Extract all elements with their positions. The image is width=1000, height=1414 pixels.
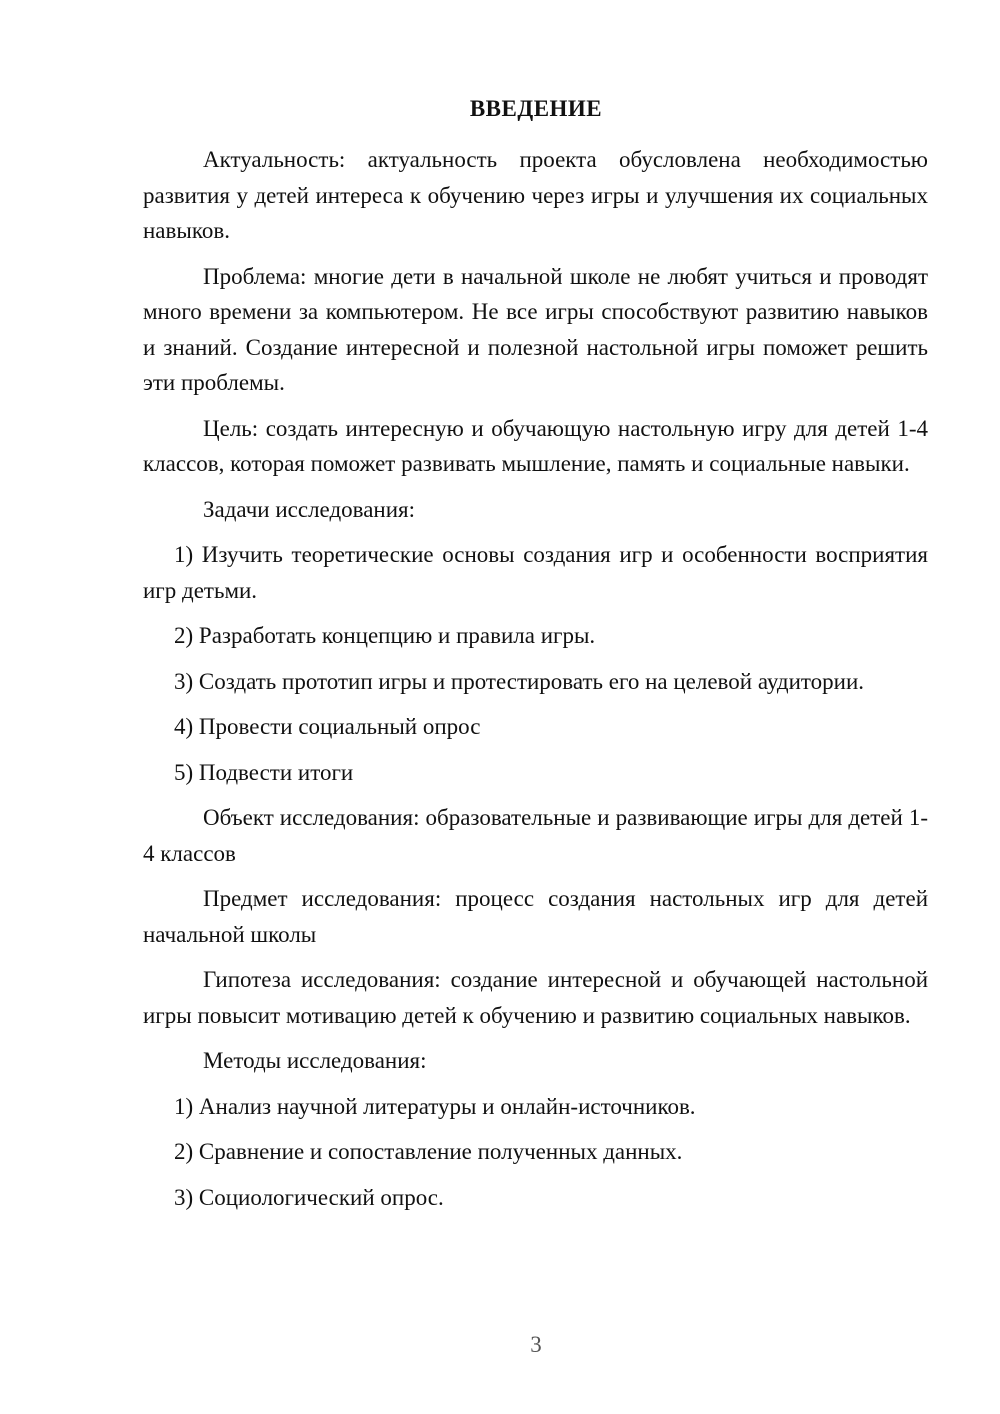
list-item-task-5: 5) Подвести итоги (174, 759, 354, 785)
list-item-task-2: 2) Разработать концепцию и правила игры. (174, 623, 596, 648)
list-item-method-3: 3) Социологический опрос. (174, 1184, 444, 1210)
paragraph-relevance: Актуальность: актуальность проекта обусловлена необходимостью развития у детей интереса к обучению через игры и улучшения их социальных навыков. (143, 147, 928, 243)
document-body (143, 142, 928, 1225)
paragraph-subject: Предмет исследования: процесс создания настольных игр для детей начальной школы (143, 886, 928, 947)
list-item-task-3: 3) Создать прототип игры и протестировать его на целевой аудитории. (174, 668, 865, 694)
paragraph-methods-heading: Методы исследования: (203, 1048, 427, 1073)
list-item-task-1: 1) Изучить теоретические основы создания игр и особенности восприятия игр детьми. (143, 542, 928, 603)
list-item-task-4: 4) Провести социальный опрос (174, 714, 481, 739)
paragraph-hypothesis: Гипотеза исследования: создание интересной и обучающей настольной игры повысит мотивацию детей к обучению и развитию социальных навыков. (143, 967, 928, 1028)
paragraph-tasks-heading: Задачи исследования: (203, 496, 416, 522)
page-number: 3 (530, 1332, 542, 1357)
paragraph-object: Объект исследования: образовательные и развивающие игры для детей 1-4 классов (143, 805, 928, 866)
paragraph-goal: Цель: создать интересную и обучающую настольную игру для детей 1-4 классов, которая поможет развивать мышление, память и социальные навыки. (143, 415, 928, 476)
paragraph-problem: Проблема: многие дети в начальной школе не любят учиться и проводят много времени за компьютером. Не все игры способствуют развитию навыков и знаний. Создание интересной и полезной настольной игры поможет решить эти проблемы. (143, 263, 928, 395)
page-title: ВВЕДЕНИЕ (469, 96, 603, 121)
list-item-method-1: 1) Анализ научной литературы и онлайн-источников. (174, 1093, 696, 1119)
list-item-method-2: 2) Сравнение и сопоставление полученных данных. (174, 1139, 683, 1164)
